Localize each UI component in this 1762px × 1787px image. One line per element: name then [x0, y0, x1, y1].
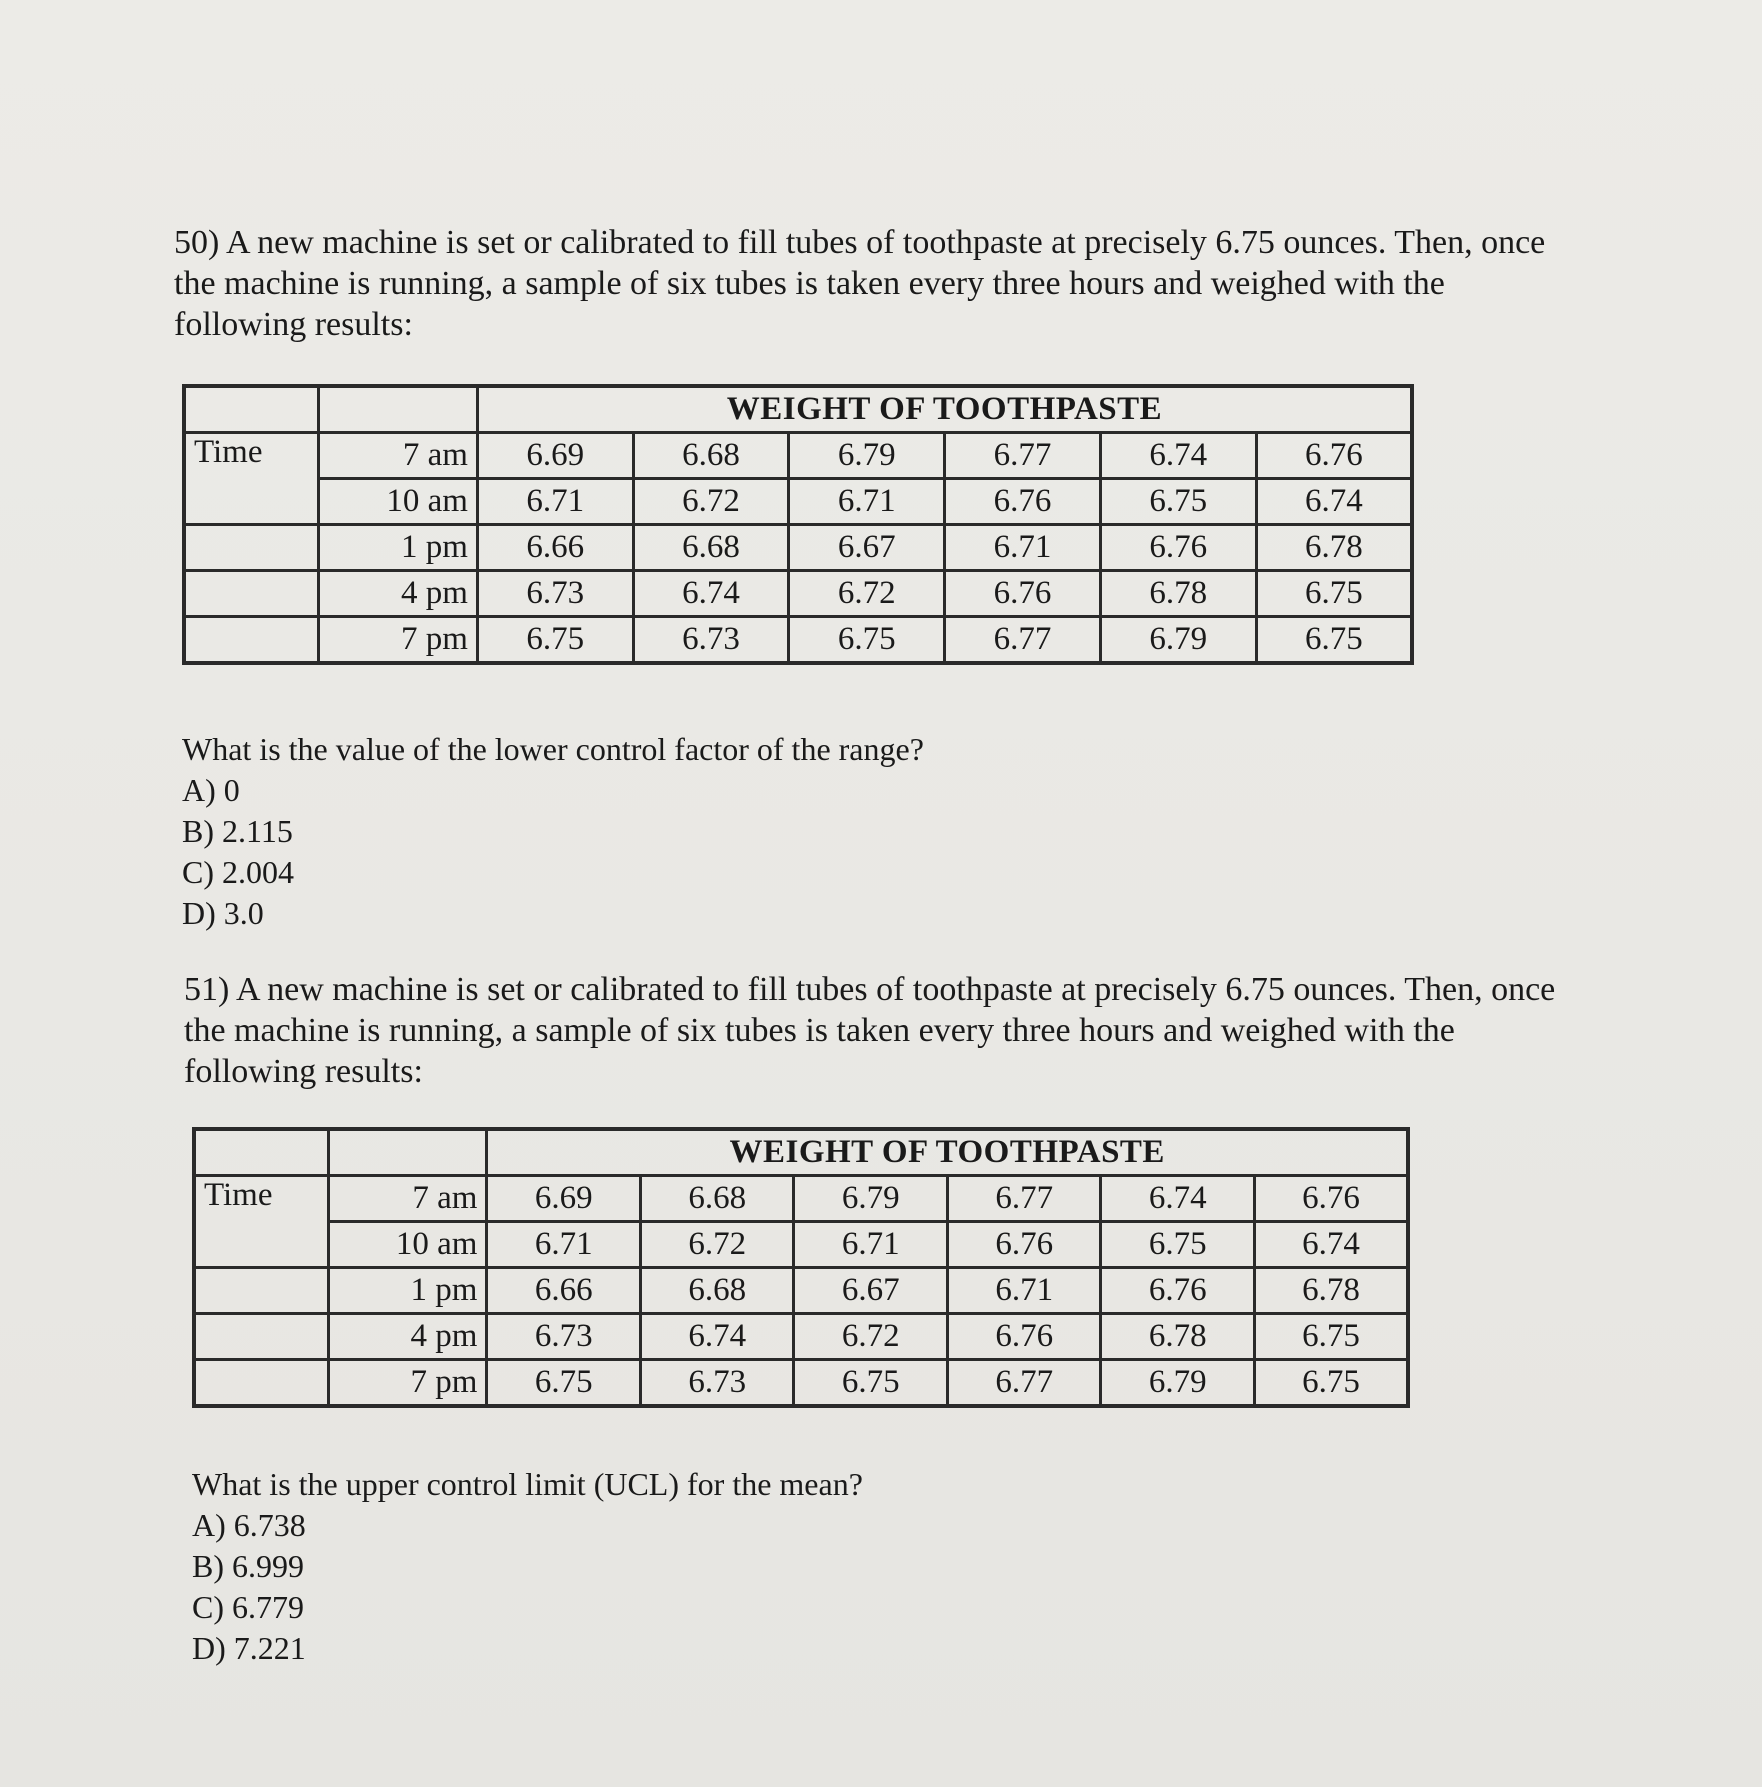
table-cell: 6.75	[1256, 617, 1412, 664]
table-cell: 6.76	[1254, 1176, 1408, 1222]
time-label: Time	[194, 1176, 328, 1268]
question-50-text: 50) A new machine is set or calibrated to fill tubes of toothpaste at precisely 6.75 ounces. Then, once the machine is running, a sample of six tubes is taken every three hours and weighed with the following results:	[174, 224, 1546, 343]
table-cell: 6.67	[794, 1268, 948, 1314]
table-cell: 6.69	[487, 1176, 641, 1222]
table-cell: 6.79	[1100, 617, 1256, 664]
question-50-ask: What is the value of the lower control factor of the range?	[182, 731, 924, 767]
time-label: Time	[184, 433, 319, 525]
table-cell: 6.74	[1254, 1222, 1408, 1268]
table-cell: 6.72	[789, 571, 945, 617]
question-50	[174, 222, 1564, 345]
empty-cell	[184, 571, 319, 617]
table-row	[184, 617, 1412, 664]
table-cell: 6.78	[1256, 525, 1412, 571]
table-cell: 6.77	[945, 433, 1101, 479]
row-time: 4 pm	[328, 1314, 487, 1360]
question-51-ask: What is the upper control limit (UCL) for the mean?	[192, 1466, 863, 1502]
empty-cell	[194, 1360, 328, 1407]
table-row	[194, 1222, 1408, 1268]
question-51-text: 51) A new machine is set or calibrated to fill tubes of toothpaste at precisely 6.75 ounces. Then, once the machine is running, a sample of six tubes is taken every three hours and weighed with the following results:	[184, 971, 1556, 1090]
empty-cell	[194, 1129, 328, 1176]
row-time: 1 pm	[328, 1268, 487, 1314]
table-cell: 6.78	[1254, 1268, 1408, 1314]
table-cell: 6.68	[633, 525, 789, 571]
table-cell: 6.76	[1256, 433, 1412, 479]
table-cell: 6.75	[477, 617, 633, 664]
table-cell: 6.71	[794, 1222, 948, 1268]
table-cell: 6.73	[477, 571, 633, 617]
table-cell: 6.72	[794, 1314, 948, 1360]
weights-table-q51	[192, 1127, 1410, 1408]
table-row	[184, 433, 1412, 479]
table-cell: 6.77	[947, 1176, 1101, 1222]
table-header: WEIGHT OF TOOTHPASTE	[477, 386, 1412, 433]
table-cell: 6.74	[1256, 479, 1412, 525]
table-cell: 6.75	[1254, 1314, 1408, 1360]
table-cell: 6.76	[945, 479, 1101, 525]
table-row	[194, 1268, 1408, 1314]
table-cell: 6.68	[633, 433, 789, 479]
table-cell: 6.71	[789, 479, 945, 525]
table-cell: 6.72	[640, 1222, 794, 1268]
empty-cell	[184, 617, 319, 664]
table-cell: 6.79	[789, 433, 945, 479]
table-cell: 6.68	[640, 1268, 794, 1314]
table-header-row	[184, 386, 1412, 433]
choice-d[interactable]: D) 3.0	[182, 895, 264, 931]
table-cell: 6.73	[633, 617, 789, 664]
table-cell: 6.75	[794, 1360, 948, 1407]
table-cell: 6.75	[487, 1360, 641, 1407]
table-cell: 6.75	[1100, 479, 1256, 525]
table-cell: 6.69	[477, 433, 633, 479]
table-cell: 6.71	[487, 1222, 641, 1268]
table-row	[194, 1176, 1408, 1222]
table-row	[184, 479, 1412, 525]
row-time: 10 am	[328, 1222, 487, 1268]
choice-b[interactable]: B) 2.115	[182, 813, 293, 849]
table-cell: 6.73	[487, 1314, 641, 1360]
row-time: 1 pm	[319, 525, 478, 571]
table-cell: 6.76	[945, 571, 1101, 617]
table-cell: 6.77	[945, 617, 1101, 664]
table-cell: 6.75	[1254, 1360, 1408, 1407]
empty-cell	[328, 1129, 487, 1176]
table-cell: 6.75	[1256, 571, 1412, 617]
row-time: 4 pm	[319, 571, 478, 617]
choice-a[interactable]: A) 0	[182, 772, 240, 808]
table-cell: 6.76	[1101, 1268, 1255, 1314]
table-cell: 6.74	[633, 571, 789, 617]
table-row	[184, 571, 1412, 617]
table-cell: 6.76	[947, 1314, 1101, 1360]
table-cell: 6.78	[1101, 1314, 1255, 1360]
table-cell: 6.78	[1100, 571, 1256, 617]
table-cell: 6.75	[789, 617, 945, 664]
table-cell: 6.66	[477, 525, 633, 571]
choice-b[interactable]: B) 6.999	[192, 1548, 304, 1584]
table-cell: 6.79	[794, 1176, 948, 1222]
table-row	[194, 1360, 1408, 1407]
table-cell: 6.76	[947, 1222, 1101, 1268]
choice-c[interactable]: C) 2.004	[182, 854, 294, 890]
table-cell: 6.72	[633, 479, 789, 525]
empty-cell	[184, 525, 319, 571]
table-cell: 6.77	[947, 1360, 1101, 1407]
question-50-answers	[182, 729, 924, 934]
table-cell: 6.76	[1100, 525, 1256, 571]
row-time: 7 am	[328, 1176, 487, 1222]
table-cell: 6.75	[1101, 1222, 1255, 1268]
table-cell: 6.74	[1101, 1176, 1255, 1222]
row-time: 7 am	[319, 433, 478, 479]
empty-cell	[194, 1268, 328, 1314]
table-cell: 6.74	[1100, 433, 1256, 479]
table-cell: 6.67	[789, 525, 945, 571]
row-time: 7 pm	[328, 1360, 487, 1407]
empty-cell	[319, 386, 478, 433]
table-row	[194, 1314, 1408, 1360]
choice-a[interactable]: A) 6.738	[192, 1507, 306, 1543]
choice-c[interactable]: C) 6.779	[192, 1589, 304, 1625]
table-cell: 6.74	[640, 1314, 794, 1360]
question-51-answers	[192, 1464, 863, 1669]
row-time: 7 pm	[319, 617, 478, 664]
table-cell: 6.79	[1101, 1360, 1255, 1407]
table-cell: 6.66	[487, 1268, 641, 1314]
table-cell: 6.71	[947, 1268, 1101, 1314]
table-cell: 6.71	[945, 525, 1101, 571]
choice-d[interactable]: D) 7.221	[192, 1630, 306, 1666]
empty-cell	[194, 1314, 328, 1360]
table-cell: 6.73	[640, 1360, 794, 1407]
table-header-row	[194, 1129, 1408, 1176]
question-51	[184, 969, 1574, 1092]
empty-cell	[184, 386, 319, 433]
table-header: WEIGHT OF TOOTHPASTE	[487, 1129, 1408, 1176]
table-row	[184, 525, 1412, 571]
table-cell: 6.71	[477, 479, 633, 525]
weights-table-q50	[182, 384, 1414, 665]
row-time: 10 am	[319, 479, 478, 525]
table-cell: 6.68	[640, 1176, 794, 1222]
